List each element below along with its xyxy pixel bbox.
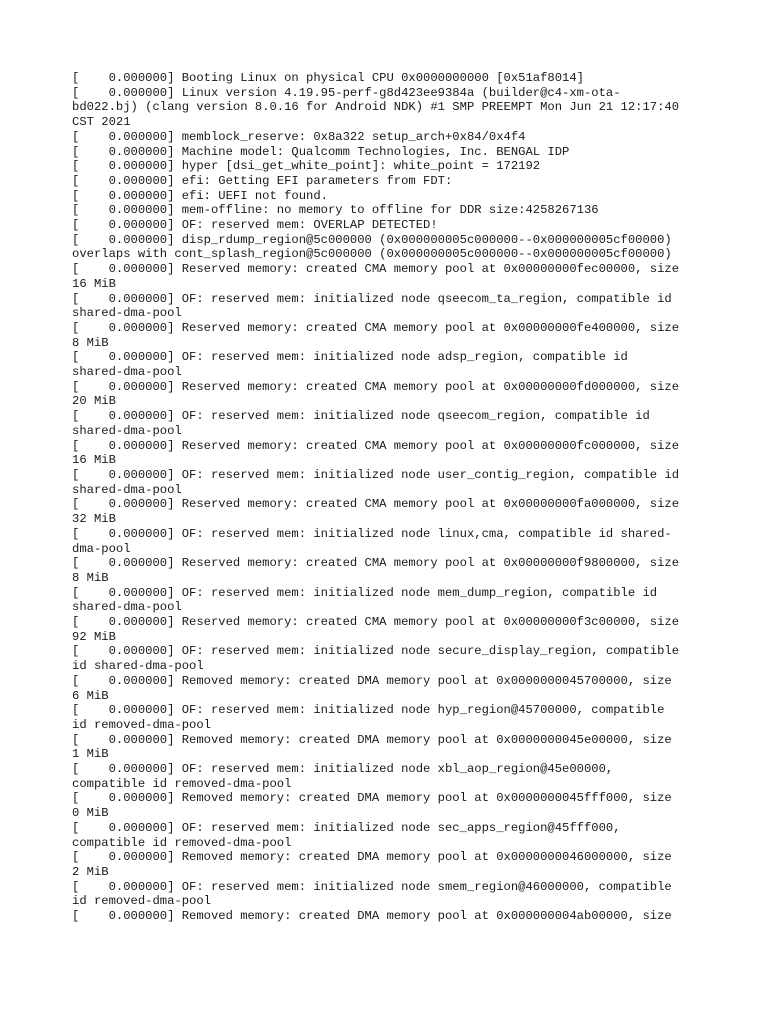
- log-line: [ 0.000000] OF: reserved mem: initialized node mem_dump_region, compatible id: [72, 585, 658, 600]
- log-line: [ 0.000000] Removed memory: created DMA memory pool at 0x0000000045700000, size: [72, 673, 672, 688]
- log-line: [ 0.000000] OF: reserved mem: initialized node qseecom_region, compatible id: [72, 409, 650, 424]
- log-line: 2 MiB: [72, 864, 109, 879]
- log-line: [ 0.000000] hyper [dsi_get_white_point]: white_point = 172192: [72, 159, 541, 174]
- log-line: [ 0.000000] OF: reserved mem: initialized node secure_display_region, compatible: [72, 644, 680, 659]
- log-line: overlaps with cont_splash_region@5c000000 (0x000000005c000000--0x000000005cf00000): [72, 247, 672, 262]
- log-line: 32 MiB: [72, 512, 116, 527]
- log-line: [ 0.000000] OF: reserved mem: initialized node xbl_aop_region@45e00000,: [72, 762, 614, 777]
- log-line: [ 0.000000] OF: reserved mem: initialized node sec_apps_region@45fff000,: [72, 820, 621, 835]
- log-line: 16 MiB: [72, 276, 116, 291]
- log-line: compatible id removed-dma-pool: [72, 835, 292, 850]
- log-line: 6 MiB: [72, 688, 109, 703]
- log-line: [ 0.000000] OF: reserved mem: initialized node linux,cma, compatible id shared-: [72, 526, 672, 541]
- log-line: [ 0.000000] Reserved memory: created CMA memory pool at 0x00000000fe400000, size: [72, 320, 680, 335]
- log-line: [ 0.000000] Removed memory: created DMA memory pool at 0x000000004ab00000, size: [72, 909, 672, 924]
- log-line: [ 0.000000] Reserved memory: created CMA memory pool at 0x00000000f9800000, size: [72, 556, 680, 571]
- log-line: [ 0.000000] Reserved memory: created CMA memory pool at 0x00000000fa000000, size: [72, 497, 680, 512]
- log-line: 0 MiB: [72, 806, 109, 821]
- log-line: 20 MiB: [72, 394, 116, 409]
- kernel-log-text: [72, 71, 712, 924]
- log-line: 8 MiB: [72, 570, 109, 585]
- log-line: id removed-dma-pool: [72, 894, 211, 909]
- log-line: [ 0.000000] Removed memory: created DMA memory pool at 0x0000000045fff000, size: [72, 791, 672, 806]
- log-line: id shared-dma-pool: [72, 659, 204, 674]
- log-line: [ 0.000000] Reserved memory: created CMA memory pool at 0x00000000fd000000, size: [72, 379, 680, 394]
- log-line: shared-dma-pool: [72, 423, 182, 438]
- log-line: 1 MiB: [72, 747, 109, 762]
- log-line: compatible id removed-dma-pool: [72, 776, 292, 791]
- log-line: [ 0.000000] efi: Getting EFI parameters from FDT:: [72, 173, 453, 188]
- log-line: shared-dma-pool: [72, 482, 182, 497]
- log-line: [ 0.000000] memblock_reserve: 0x8a322 setup_arch+0x84/0x4f4: [72, 129, 526, 144]
- log-line: id removed-dma-pool: [72, 717, 211, 732]
- log-line: [ 0.000000] OF: reserved mem: initialized node smem_region@46000000, compatible: [72, 879, 672, 894]
- log-line: 16 MiB: [72, 453, 116, 468]
- log-line: CST 2021: [72, 115, 131, 130]
- log-line: [ 0.000000] OF: reserved mem: initialized node adsp_region, compatible id: [72, 350, 628, 365]
- log-line: [ 0.000000] mem-offline: no memory to offline for DDR size:4258267136: [72, 203, 599, 218]
- log-line: [ 0.000000] Reserved memory: created CMA memory pool at 0x00000000fec00000, size: [72, 262, 680, 277]
- log-line: [ 0.000000] Machine model: Qualcomm Technologies, Inc. BENGAL IDP: [72, 144, 570, 159]
- log-line: [ 0.000000] Removed memory: created DMA memory pool at 0x0000000045e00000, size: [72, 732, 672, 747]
- log-line: [ 0.000000] disp_rdump_region@5c000000 (0x000000005c000000--0x000000005cf00000): [72, 232, 672, 247]
- log-line: [ 0.000000] efi: UEFI not found.: [72, 188, 328, 203]
- log-line: [ 0.000000] Reserved memory: created CMA memory pool at 0x00000000fc000000, size: [72, 438, 680, 453]
- log-line: 92 MiB: [72, 629, 116, 644]
- log-line: shared-dma-pool: [72, 365, 182, 380]
- log-line: [ 0.000000] Linux version 4.19.95-perf-g8d423ee9384a (builder@c4-xm-ota-: [72, 85, 621, 100]
- log-line: [ 0.000000] OF: reserved mem: initialized node qseecom_ta_region, compatible id: [72, 291, 672, 306]
- log-line: [ 0.000000] OF: reserved mem: initialized node hyp_region@45700000, compatible: [72, 703, 665, 718]
- log-line: [ 0.000000] Booting Linux on physical CPU 0x0000000000 [0x51af8014]: [72, 71, 584, 85]
- log-line: bd022.bj) (clang version 8.0.16 for Android NDK) #1 SMP PREEMPT Mon Jun 21 12:17:40: [72, 100, 680, 115]
- log-line: [ 0.000000] Reserved memory: created CMA memory pool at 0x00000000f3c00000, size: [72, 615, 680, 630]
- log-line: shared-dma-pool: [72, 600, 182, 615]
- log-line: shared-dma-pool: [72, 306, 182, 321]
- log-line: [ 0.000000] Removed memory: created DMA memory pool at 0x0000000046000000, size: [72, 850, 672, 865]
- log-line: [ 0.000000] OF: reserved mem: initialized node user_contig_region, compatible id: [72, 467, 680, 482]
- log-line: [ 0.000000] OF: reserved mem: OVERLAP DETECTED!: [72, 218, 438, 233]
- log-line: dma-pool: [72, 541, 131, 556]
- log-line: 8 MiB: [72, 335, 109, 350]
